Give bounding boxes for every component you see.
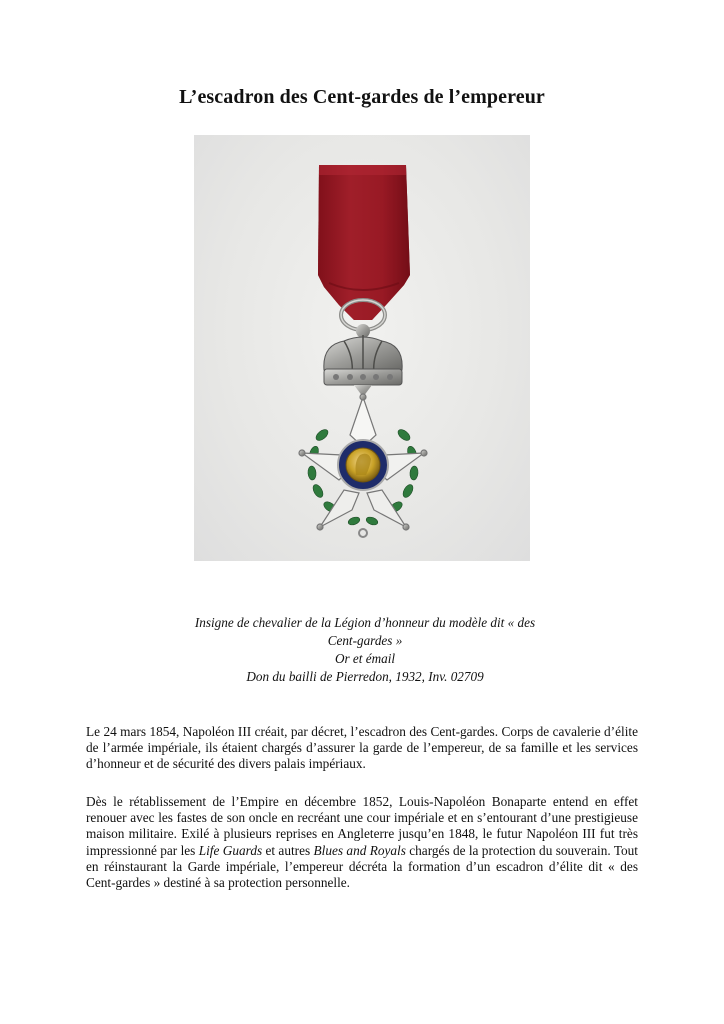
italic-term-blues-and-royals: Blues and Royals (313, 842, 406, 858)
page-title: L’escadron des Cent-gardes de l’empereur (179, 86, 545, 108)
paragraph-2 (86, 794, 638, 891)
paragraph-1 (86, 724, 638, 773)
ribbon (318, 165, 410, 320)
paragraph-text (86, 794, 638, 891)
caption-line: Don du bailli de Pierredon, 1932, Inv. 02709 (246, 669, 484, 684)
caption-line: Or et émail (334, 651, 396, 666)
bottom-loop (359, 529, 367, 537)
legion-honour-medal-image (194, 135, 530, 561)
paragraph-text: Le 24 mars 1854, Napoléon III créait, par décret, l’escadron des Cent-gardes. Corps de cavalerie d’élite de l’armée impériale, ils étaient chargés d’assurer la garde de l’empereur, de sa famille et les services d’honneur et de sécurité des divers palais impériaux. (86, 724, 638, 772)
paragraph-segment: et autres (262, 842, 314, 858)
caption-line: Insigne de chevalier de la Légion d’honneur du modèle dit « des (194, 615, 536, 630)
gold-medallion (338, 440, 388, 490)
imperial-crown (324, 335, 402, 397)
italic-term-life-guards: Life Guards (198, 842, 263, 858)
figure-caption (150, 614, 580, 686)
paragraph-segment: chargés de la protection du souverain. Tout en réinstaurant la Garde impériale, l’empereur décréta la formation d’un escadron d’élite dit « des Cent-gardes » destiné à sa protection personnelle. (86, 842, 638, 891)
medal-photo (194, 135, 530, 561)
caption-line: Cent-gardes » (327, 633, 403, 648)
paragraph-segment: Dès le rétablissement de l’Empire en décembre 1852, Louis-Napoléon Bonaparte entend en effet renouer avec les fastes de son oncle en recréant une cour impériale et en s’entourant d’une prestigieuse maison militaire. Exilé à plusieurs reprises en Angleterre jusqu’en 1848, le futur Napoléon III fut très impressionné par les (86, 794, 638, 858)
